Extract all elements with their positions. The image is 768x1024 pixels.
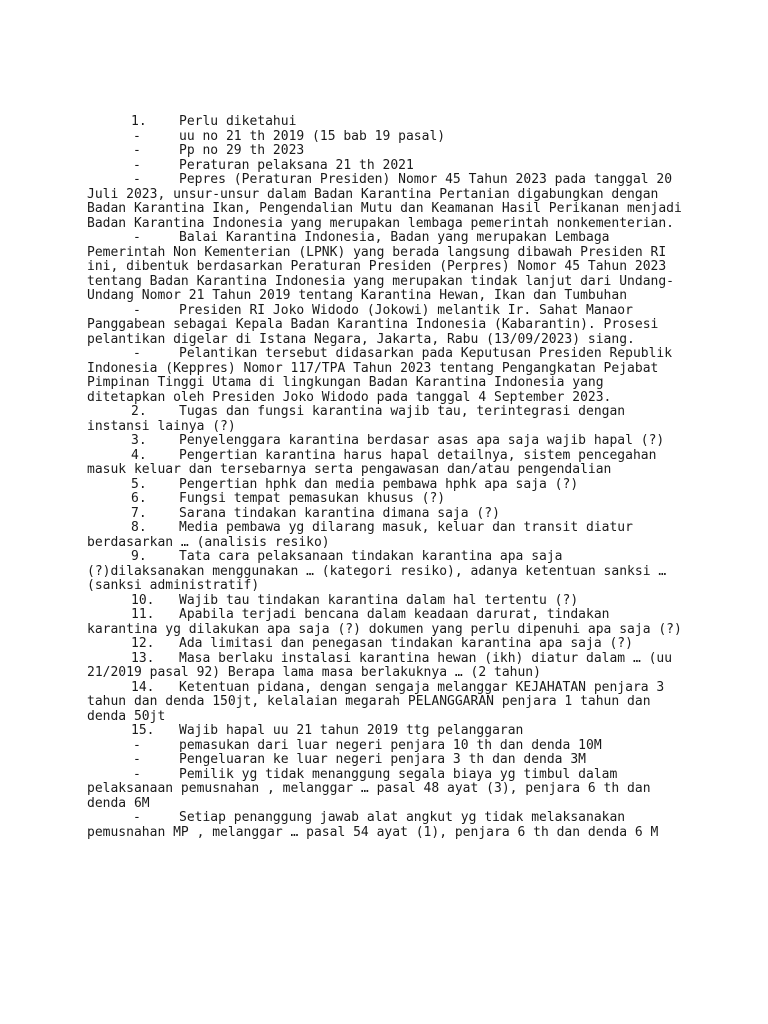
- list-item: [87, 739, 687, 754]
- list-item: [87, 608, 687, 637]
- list-number: 8.: [131, 520, 147, 535]
- list-item: [87, 724, 687, 739]
- list-item: [87, 449, 687, 478]
- list-item: [87, 172, 690, 231]
- list-number: 13.: [131, 650, 155, 666]
- list-item-text: Balai Karantina Indonesia, Badan yang merupakan Lembaga Pemerintah Non Kementerian (LPNK) yang berada langsung dibawah Presiden RI ini, dibentuk berdasarkan Peraturan Presiden (Perpres) Nomor 45 Tahun 2023 tentang Badan Karantina Indonesia yang merupakan tindak lanjut dari Undang-Undang Nomor 21 Tahun 2019 tentang Karantina Hewan, Ikan dan Tumbuhan: [87, 230, 675, 303]
- list-number: 2.: [131, 404, 147, 419]
- list-bullet: -: [133, 128, 141, 144]
- list-bullet: -: [133, 157, 141, 173]
- list-item-text: Pengertian karantina harus hapal detailnya, sistem pencegahan masuk keluar dan tersebarnya serta pengawasan dan/atau pengendalian: [87, 447, 665, 477]
- list-number: 10.: [131, 592, 155, 608]
- list-item-text: Presiden RI Joko Widodo (Jokowi) melantik Ir. Sahat Manaor Panggabean sebagai Kepala Badan Karantina Indonesia (Kabarantin). Prosesi pelantikan digelar di Istana Negara, Jakarta, Rabu (13/09/2023) siang.: [87, 302, 667, 347]
- list-number: 12.: [131, 636, 155, 651]
- document-body: [87, 114, 690, 840]
- list-item: [87, 681, 687, 725]
- list-item-text: Tata cara pelaksanaan tindakan karantina apa saja (?)dilaksanakan menggunakan … (kategori resiko), adanya ketentuan sanksi … (sanksi administratif): [87, 549, 675, 593]
- list-number: 4.: [131, 447, 147, 463]
- list-item-text: Pelantikan tersebut didasarkan pada Keputusan Presiden Republik Indonesia (Keppres) Nomor 117/TPA Tahun 2023 tentang Pengangkatan Pejabat Pimpinan Tinggi Utama di lingkungan Badan Karantina Indonesia yang ditetapkan oleh Presiden Joko Widodo pada tanggal 4 September 2023.: [87, 346, 680, 405]
- list-item-text: Wajib tau tindakan karantina dalam hal tertentu (?): [179, 592, 579, 608]
- list-item: [87, 521, 687, 550]
- list-item-text: Ada limitasi dan penegasan tindakan karantina apa saja (?): [179, 636, 633, 651]
- list-number: 6.: [131, 491, 147, 506]
- list-item: [87, 507, 687, 522]
- list-bullet: -: [133, 737, 141, 753]
- list-bullet: -: [133, 810, 141, 825]
- list-item: [87, 768, 687, 812]
- list-item-text: Apabila terjadi bencana dalam keadaan darurat, tindakan karantina yg dilakukan apa saja (?) dokumen yang perlu dipenuhi apa saja (?): [87, 607, 682, 637]
- list-item: [87, 130, 687, 145]
- list-number: 11.: [131, 607, 155, 622]
- list-number: 7.: [131, 505, 147, 521]
- list-number: 5.: [131, 476, 147, 492]
- list-item-text: Pengeluaran ke luar negeri penjara 3 th dan denda 3M: [179, 752, 586, 767]
- list-item: [87, 231, 687, 304]
- list-item: [87, 159, 687, 174]
- list-number: 15.: [131, 723, 155, 738]
- list-item: [87, 652, 687, 681]
- list-item: [87, 637, 687, 652]
- list-item-text: Media pembawa yg dilarang masuk, keluar dan transit diatur berdasarkan … (analisis resiko): [87, 520, 641, 550]
- list-item: [87, 811, 687, 840]
- list-item: [87, 144, 687, 159]
- list-item: [87, 478, 687, 493]
- list-item-text: Tugas dan fungsi karantina wajib tau, terintegrasi dengan instansi lainya (?): [87, 404, 633, 434]
- list-bullet: -: [133, 230, 141, 245]
- list-bullet: -: [133, 766, 141, 782]
- list-item-text: Masa berlaku instalasi karantina hewan (ikh) diatur dalam … (uu 21/2019 pasal 92) Berapa lama masa berlakuknya … (2 tahun): [87, 650, 680, 680]
- list-item-text: Peraturan pelaksana 21 th 2021: [179, 157, 414, 173]
- list-number: 14.: [131, 679, 155, 695]
- list-bullet: -: [133, 302, 141, 318]
- list-item-text: Pengertian hphk dan media pembawa hphk apa saja (?): [179, 476, 579, 492]
- list-item: [87, 405, 687, 434]
- list-item-text: Sarana tindakan karantina dimana saja (?): [179, 505, 500, 521]
- list-item: [87, 115, 687, 130]
- list-item-text: pemasukan dari luar negeri penjara 10 th dan denda 10M: [179, 737, 602, 753]
- list-item-text: Penyelenggara karantina berdasar asas apa saja wajib hapal (?): [179, 433, 665, 448]
- list-number: 3.: [131, 433, 147, 448]
- list-bullet: -: [133, 752, 141, 767]
- list-item: [87, 492, 687, 507]
- list-number: 9.: [131, 549, 147, 564]
- list-bullet: -: [133, 143, 141, 158]
- list-item-text: Pp no 29 th 2023: [179, 143, 305, 158]
- list-item: [87, 594, 687, 609]
- list-item-text: Ketentuan pidana, dengan sengaja melanggar KEJAHATAN penjara 3 tahun dan denda 150jt, kelalaian megarah PELANGGARAN penjara 1 tahun dan denda 50jt: [87, 679, 673, 724]
- list-item: [87, 304, 687, 348]
- list-item: [87, 434, 687, 449]
- list-bullet: -: [133, 346, 141, 361]
- list-item-text: Pemilik yg tidak menanggung segala biaya yg timbul dalam pelaksanaan pemusnahan , melanggar … pasal 48 ayat (3), penjara 6 th dan denda 6M: [87, 766, 659, 811]
- list-item-text: Fungsi tempat pemasukan khusus (?): [179, 491, 446, 506]
- list-bullet: -: [133, 172, 141, 187]
- list-number: 1.: [131, 114, 147, 129]
- list-item-text: Setiap penanggung jawab alat angkut yg tidak melaksanakan pemusnahan MP , melanggar … pasal 54 ayat (1), penjara 6 th dan denda 6 M: [87, 810, 659, 840]
- list-item-text: Pepres (Peraturan Presiden) Nomor 45 Tahun 2023 pada tanggal 20 Juli 2023, unsur-unsur dalam Badan Karantina Pertanian digabungkan dengan Badan Karantina Ikan, Pengendalian Mutu dan Keamanan Hasil Perikanan menjadi Badan Karantina Indonesia yang merupakan lembaga pemerintah nonkementerian.: [87, 172, 690, 231]
- list-item-text: Perlu diketahui: [179, 114, 297, 129]
- list-item: [87, 753, 687, 768]
- list-item-text: Wajib hapal uu 21 tahun 2019 ttg pelanggaran: [179, 723, 524, 738]
- list-item-text: uu no 21 th 2019 (15 bab 19 pasal): [179, 128, 446, 144]
- list-item: [87, 347, 687, 405]
- list-item: [87, 550, 687, 594]
